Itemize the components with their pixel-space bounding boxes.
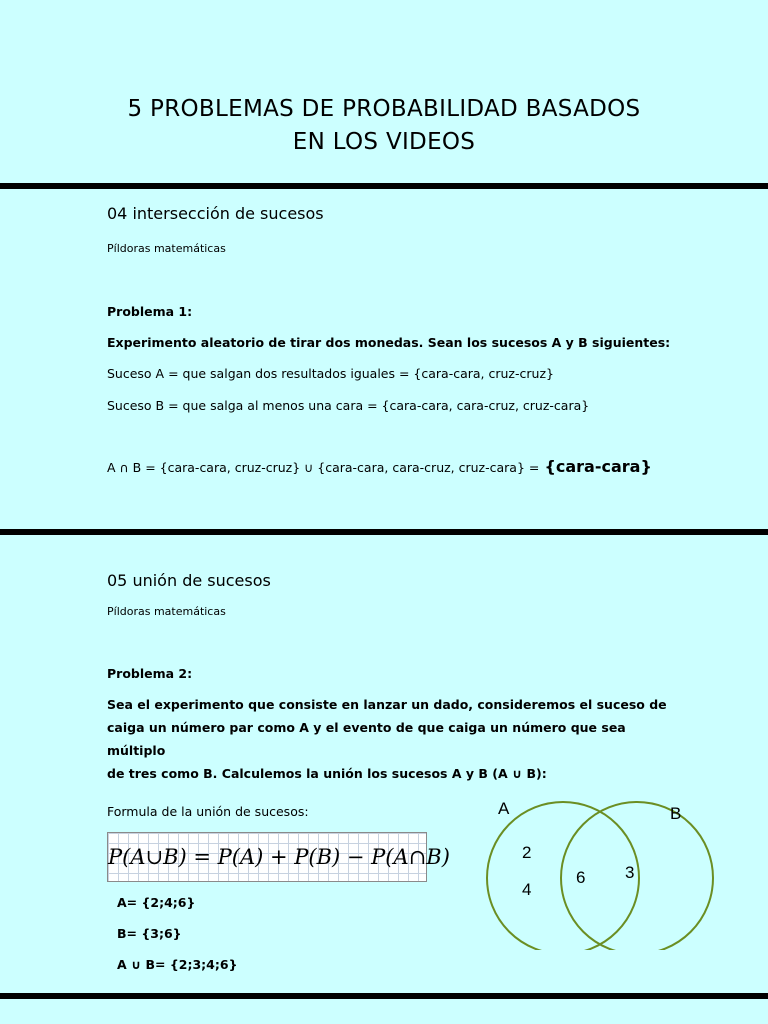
section-source: Píldoras matemáticas [107,605,226,618]
statement-line: de tres como B. Calculemos la unión los sucesos A y B (A ∪ B): [107,766,547,781]
formula-caption: Formula de la unión de sucesos: [107,804,309,819]
section-heading: 05 unión de sucesos [107,571,271,590]
set-a: A= {2;4;6} [117,895,196,910]
venn-a-only-value: 4 [522,880,532,899]
suceso-a-text: Suceso A = que salgan dos resultados iguales = {cara-cara, cruz-cruz} [107,366,554,381]
problem-statement [107,693,667,785]
problem-label: Problema 2: [107,666,193,681]
venn-label-b: B [670,804,682,823]
set-union: A ∪ B= {2;3;4;6} [117,957,238,972]
set-b: B= {3;6} [117,926,182,941]
section-source: Píldoras matemáticas [107,242,226,255]
venn-intersection-value: 6 [576,868,586,887]
page-title [0,93,768,159]
venn-diagram [470,790,720,950]
venn-circle-a [487,802,639,950]
statement-line: Sea el experimento que consiste en lanzar un dado, consideremos el suceso de [107,697,667,712]
divider [0,529,768,535]
statement-line: caiga un número par como A y el evento de que caiga un número que sea múltiplo [107,720,626,758]
intersection-expression: A ∩ B = {cara-cara, cruz-cruz} ∪ {cara-cara, cara-cruz, cruz-cara} = [107,460,540,475]
suceso-b-text: Suceso B = que salga al menos una cara = {cara-cara, cara-cruz, cruz-cara} [107,398,590,413]
union-formula: P(A∪B) = P(A) + P(B) − P(A∩B) [108,845,450,869]
venn-b-only-value: 3 [625,863,635,882]
problem-label: Problema 1: [107,304,193,319]
intersection-line [107,457,652,476]
divider [0,183,768,189]
title-line-1: 5 PROBLEMAS DE PROBABILIDAD BASADOS [127,96,641,122]
title-line-2: EN LOS VIDEOS [292,129,476,155]
venn-a-only-value: 2 [522,843,532,862]
problem-statement: Experimento aleatorio de tirar dos monedas. Sean los sucesos A y B siguientes: [107,335,671,350]
formula-box [107,832,450,882]
venn-label-a: A [498,799,510,818]
intersection-result: {cara-cara} [544,457,652,476]
divider [0,993,768,999]
section-heading: 04 intersección de sucesos [107,204,324,223]
